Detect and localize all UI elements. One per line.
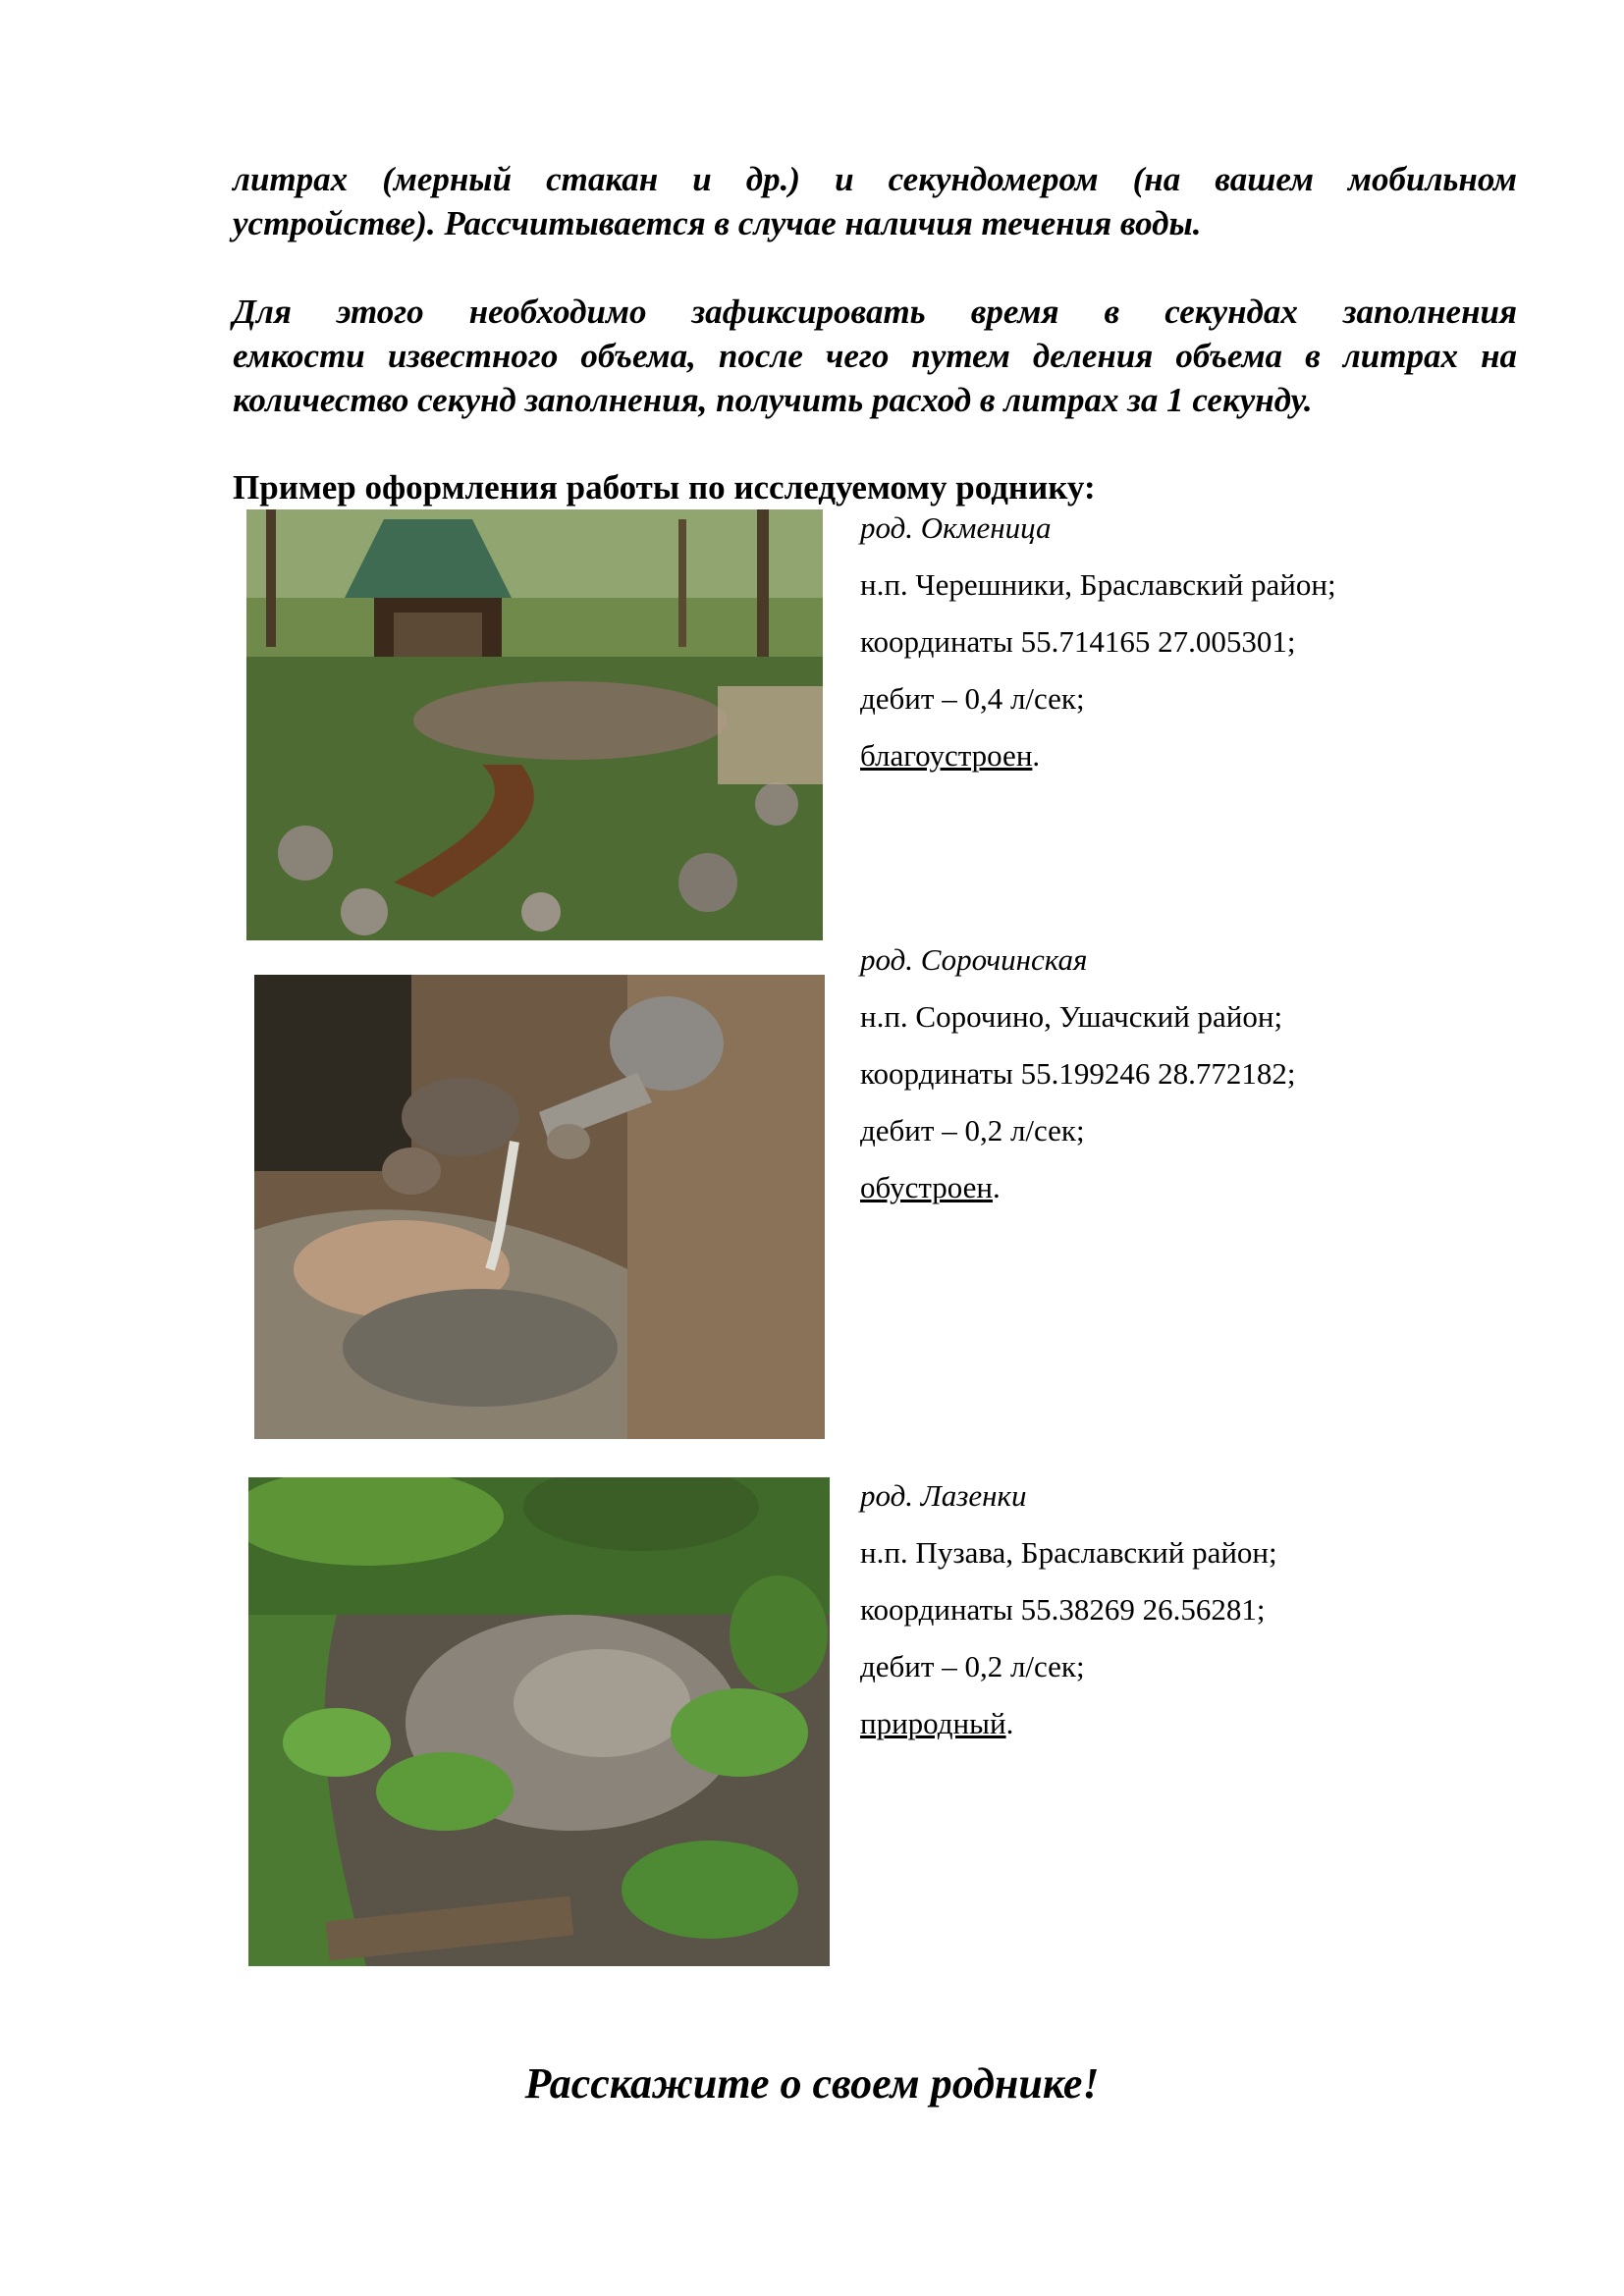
spring-status-line	[860, 736, 1489, 793]
intro-p2-line: емкости известного объема, после чего путем деления объема в литрах на	[233, 337, 1517, 375]
status-punct: .	[1032, 738, 1041, 773]
status-punct: .	[993, 1170, 1001, 1204]
spring-status: природный	[860, 1706, 1006, 1740]
intro-p2-line: количество секунд заполнения, получить расход в литрах за 1 секунду.	[233, 381, 1313, 419]
example-heading: Пример оформления работы по исследуемому роднику:	[233, 468, 1096, 507]
spring-photo-sorochinskaya	[254, 975, 825, 1439]
spring-info-lazenki	[860, 1476, 1489, 1761]
closing-call-to-action: Расскажите о своем роднике!	[524, 2059, 1100, 2108]
spring-name: род. Лазенки	[860, 1478, 1027, 1513]
spring-status: обустроен	[860, 1170, 994, 1204]
spring-place: н.п. Сорочино, Ушачский район;	[860, 999, 1283, 1034]
spring-coords: координаты 55.199246 28.772182;	[860, 1056, 1296, 1091]
intro-p2-line: Для этого необходимо зафиксировать время в секундах заполнения	[233, 293, 1517, 331]
spring-debit: дебит – 0,2 л/сек;	[860, 1113, 1085, 1148]
intro-paragraph-2	[233, 290, 1517, 422]
intro-p1-line: литрах (мерный стакан и др.) и секундомером (на вашем мобильном	[233, 160, 1517, 198]
spring-place: н.п. Пузава, Браславский район;	[860, 1535, 1277, 1570]
spring-status-line	[860, 1704, 1489, 1761]
intro-p1-line: устройстве). Рассчитывается в случае наличия течения воды.	[233, 204, 1202, 242]
intro-paragraph-1	[233, 157, 1517, 245]
spring-coords: координаты 55.38269 26.56281;	[860, 1592, 1266, 1627]
spring-info-okmenitsa	[860, 508, 1489, 793]
spring-photo-okmenitsa	[246, 509, 823, 940]
rocky-spring-image	[254, 975, 825, 1439]
spring-status-line	[860, 1168, 1489, 1225]
spring-debit: дебит – 0,4 л/сек;	[860, 681, 1085, 716]
spring-debit: дебит – 0,2 л/сек;	[860, 1649, 1085, 1683]
spring-status: благоустроен	[860, 738, 1033, 773]
natural-spring-image	[248, 1477, 830, 1966]
gazebo-spring-image	[246, 509, 823, 940]
spring-place: н.п. Черешники, Браславский район;	[860, 567, 1336, 602]
spring-name: род. Окменица	[860, 510, 1052, 545]
spring-photo-lazenki	[248, 1477, 830, 1966]
spring-name: род. Сорочинская	[860, 942, 1088, 977]
status-punct: .	[1005, 1706, 1014, 1740]
spring-info-sorochinskaya	[860, 940, 1489, 1225]
spring-coords: координаты 55.714165 27.005301;	[860, 624, 1296, 659]
